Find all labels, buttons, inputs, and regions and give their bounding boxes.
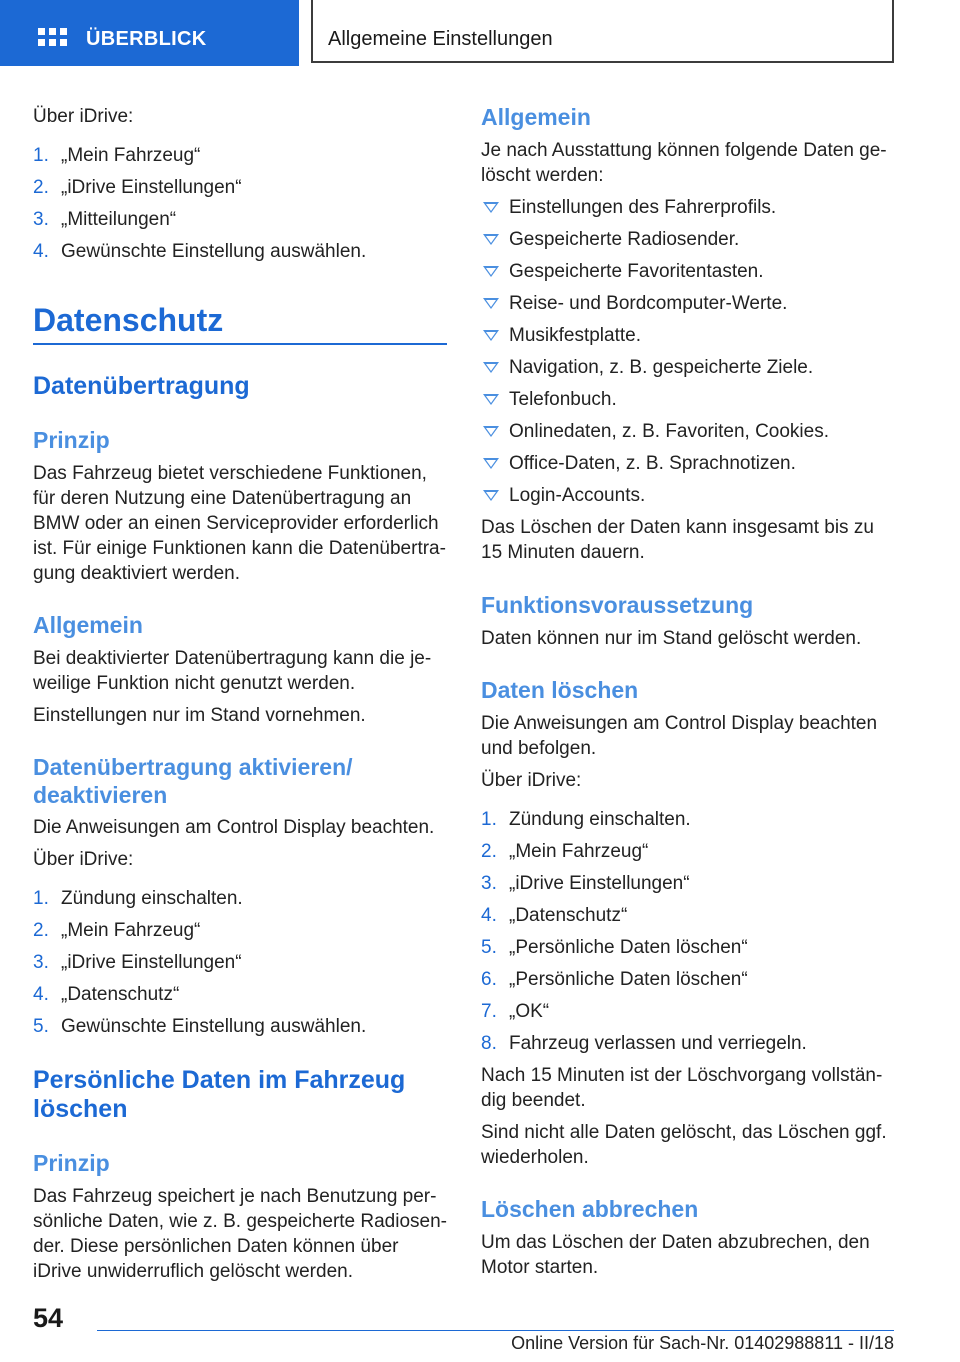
paragraph-line: der. Diese persönlichen Daten können über xyxy=(33,1236,399,1257)
heading-funktionsvoraussetzung: Funktionsvoraussetzung xyxy=(481,592,754,618)
paragraph-line: Nach 15 Minuten ist der Löschvorgang vollstän- xyxy=(481,1065,883,1086)
paragraph-line: Einstellungen nur im Stand vornehmen. xyxy=(33,705,366,726)
triangle-bullet-icon xyxy=(483,394,499,405)
paragraph-line: Motor starten. xyxy=(481,1257,599,1278)
paragraph-line: Bei deaktivierter Datenübertragung kann die je- xyxy=(33,648,432,669)
triangle-bullet-icon xyxy=(483,298,499,309)
via-idrive-label: Über iDrive: xyxy=(33,849,134,870)
triangle-bullet-icon xyxy=(483,362,499,373)
heading-aktivieren: Datenübertragung aktivieren/ xyxy=(33,754,353,780)
heading-loeschen-abbrechen: Löschen abbrechen xyxy=(481,1196,699,1222)
paragraph-line: iDrive unwiderruflich gelöscht werden. xyxy=(33,1261,353,1282)
paragraph-line: für deren Nutzung eine Datenübertragung an xyxy=(33,488,412,509)
paragraph-line: Je nach Ausstattung können folgende Daten ge- xyxy=(481,140,887,161)
heading-persoenliche-daten: Persönliche Daten im Fahrzeug xyxy=(33,1066,406,1094)
grid-icon xyxy=(38,28,68,52)
heading-prinzip: Prinzip xyxy=(33,427,110,453)
triangle-bullet-icon xyxy=(483,234,499,245)
overview-tab-label: ÜBERBLICK xyxy=(86,28,207,50)
paragraph-line: Die Anweisungen am Control Display beachten xyxy=(481,713,878,734)
triangle-bullet-icon xyxy=(483,330,499,341)
paragraph-line: und befolgen. xyxy=(481,738,597,759)
paragraph-line: Um das Löschen der Daten abzubrechen, den xyxy=(481,1232,870,1253)
paragraph-line: Sind nicht alle Daten gelöscht, das Löschen ggf. xyxy=(481,1122,887,1143)
via-idrive-label: Über iDrive: xyxy=(481,770,582,791)
triangle-bullet-icon xyxy=(483,458,499,469)
heading-persoenliche-daten-cont: löschen xyxy=(33,1095,128,1123)
paragraph-line: Das Löschen der Daten kann insgesamt bis zu xyxy=(481,517,874,538)
paragraph-line: Das Fahrzeug speichert je nach Benutzung per- xyxy=(33,1186,437,1207)
triangle-bullet-icon xyxy=(483,426,499,437)
top-navigation xyxy=(0,0,960,66)
online-version-note: Online Version für Sach-Nr. 01402988811 - II/18 xyxy=(511,1333,894,1353)
paragraph-line: sönliche Daten, wie z. B. gespeicherte Radiosen- xyxy=(33,1211,448,1232)
paragraph-line: wiederholen. xyxy=(481,1147,589,1168)
paragraph-line: BMW oder an einen Serviceprovider erforderlich xyxy=(33,513,439,534)
paragraph-line: ist. Für einige Funktionen kann die Datenübertra- xyxy=(33,538,446,559)
heading-allgemein: Allgemein xyxy=(33,612,143,638)
paragraph-line: Das Fahrzeug bietet verschiedene Funktionen, xyxy=(33,463,427,484)
page-number: 54 xyxy=(33,1303,64,1333)
heading-daten-loeschen: Daten löschen xyxy=(481,677,639,703)
paragraph-line: gung deaktiviert werden. xyxy=(33,563,241,584)
section-tab[interactable] xyxy=(311,0,894,63)
paragraph-line: 15 Minuten dauern. xyxy=(481,542,645,563)
overview-tab[interactable] xyxy=(0,0,299,66)
heading-rule xyxy=(33,343,447,345)
heading-aktivieren-cont: deaktivieren xyxy=(33,782,168,808)
heading-allgemein-2: Allgemein xyxy=(481,104,591,130)
triangle-bullet-icon xyxy=(483,490,499,501)
paragraph-line: Daten können nur im Stand gelöscht werden. xyxy=(481,628,862,649)
triangle-bullet-icon xyxy=(483,202,499,213)
footer-rule xyxy=(97,1330,894,1331)
triangle-bullet-icon xyxy=(483,266,499,277)
paragraph-line: Die Anweisungen am Control Display beachten. xyxy=(33,817,435,838)
paragraph-line: dig beendet. xyxy=(481,1090,586,1111)
heading-datenuebertragung: Datenübertragung xyxy=(33,372,250,400)
paragraph-line: löscht werden: xyxy=(481,165,604,186)
section-tab-label: Allgemeine Einstellungen xyxy=(328,28,553,50)
paragraph-line: weilige Funktion nicht genutzt werden. xyxy=(33,673,356,694)
heading-datenschutz: Datenschutz xyxy=(33,302,224,338)
via-idrive-label: Über iDrive: xyxy=(33,106,134,127)
heading-prinzip-2: Prinzip xyxy=(33,1150,110,1176)
